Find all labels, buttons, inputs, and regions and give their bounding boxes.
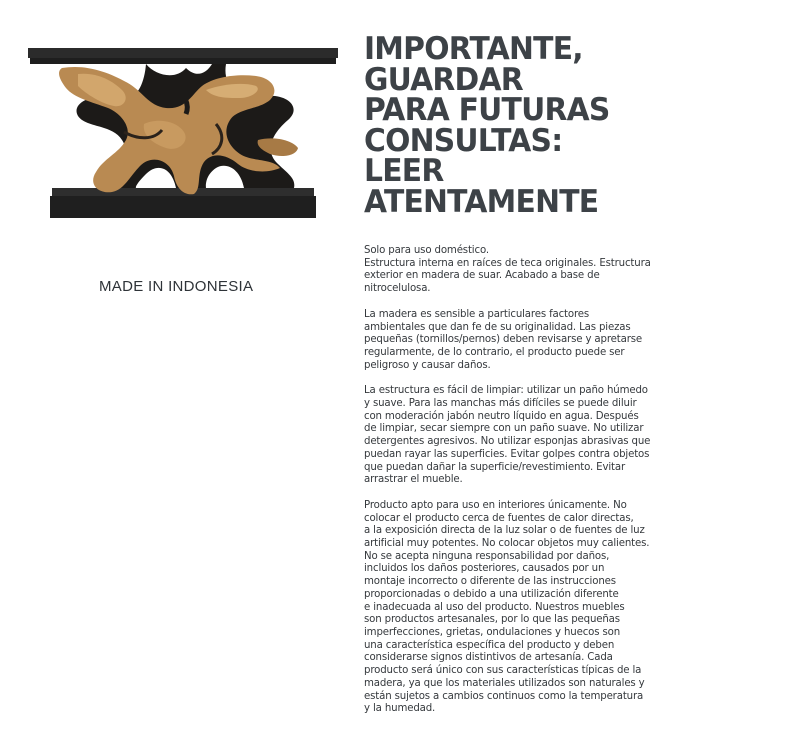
text-line: exterior en madera de suar. Acabado a base de xyxy=(364,270,600,282)
headline xyxy=(364,31,614,220)
text-line: artificial muy potentes. No colocar objetos muy calientes. xyxy=(364,538,650,550)
headline-line: GUARDAR xyxy=(364,61,523,98)
text-line: Producto apto para uso en interiores únicamente. No xyxy=(364,499,627,511)
text-line: nitrocelulosa. xyxy=(364,283,431,295)
text-line: están sujetos a cambios continuos como la temperatura xyxy=(364,690,644,702)
headline-line: LEER xyxy=(364,153,444,189)
paragraph-wood-care xyxy=(364,309,664,373)
made-in-label: MADE IN INDONESIA xyxy=(99,278,254,295)
paragraph-cleaning xyxy=(364,385,664,487)
text-line: colocar el producto cerca de fuentes de calor directas, xyxy=(364,512,634,524)
text-line: a la exposición directa de la luz solar o de fuentes de luz xyxy=(364,525,645,537)
text-line: proporcionadas o debido a una utilización diferente xyxy=(364,588,619,600)
text-line: con moderación jabón neutro líquido en agua. Después xyxy=(364,410,639,422)
text-line: La estructura es fácil de limpiar: utilizar un paño húmedo xyxy=(364,385,648,397)
text-line: ambientales que dan fe de su originalidad. Las piezas xyxy=(364,321,631,333)
text-line: Solo para uso doméstico. xyxy=(364,245,489,256)
paragraph-indoor-use xyxy=(364,500,664,716)
text-line: No se acepta ninguna responsabilidad por daños, xyxy=(364,550,610,562)
text-line: peligroso y causar daños. xyxy=(364,359,491,371)
text-line: La madera es sensible a particulares factores xyxy=(364,308,590,320)
text-line: y la humedad. xyxy=(364,703,436,715)
text-line: montaje incorrecto o diferente de las instrucciones xyxy=(364,576,616,588)
paragraph-usage xyxy=(364,245,664,296)
text-line: una característica específica del producto y deben xyxy=(364,639,615,651)
text-line: de limpiar, secar siempre con un paño suave. No utilizar xyxy=(364,423,644,435)
text-line: que puedan dañar la superficie/revestimiento. Evitar xyxy=(364,461,625,473)
text-line: pequeñas (tornillos/pernos) deben revisarse y apretarse xyxy=(364,334,643,346)
headline-line: IMPORTANTE, xyxy=(364,31,583,67)
headline-line: PARA FUTURAS xyxy=(364,92,610,128)
table-top xyxy=(28,48,338,58)
text-line: imperfecciones, grietas, ondulaciones y huecos son xyxy=(364,626,621,638)
text-line: incluidos los daños posteriores, causados por un xyxy=(364,563,605,575)
text-line: producto será único con sus características típicas de la xyxy=(364,665,642,677)
text-line: y suave. Para las manchas más difíciles se puede diluir xyxy=(364,398,637,410)
text-line: regularmente, de lo contrario, el producto puede ser xyxy=(364,346,625,358)
text-line: son productos artesanales, por lo que las pequeñas xyxy=(364,614,620,626)
instructions-body xyxy=(364,245,664,729)
text-line: detergentes agresivos. No utilizar esponjas abrasivas que xyxy=(364,436,651,448)
text-line: considerarse signos distintivos de artesanía. Cada xyxy=(364,652,613,664)
text-line: madera, ya que los materiales utilizados son naturales y xyxy=(364,677,645,689)
text-line: puedan rayar las superficies. Evitar golpes contra objetos xyxy=(364,448,650,460)
product-image xyxy=(26,28,342,228)
text-line: e inadecuada al uso del producto. Nuestros muebles xyxy=(364,601,625,613)
headline-line: ATENTAMENTE xyxy=(364,183,599,220)
text-line: Estructura interna en raíces de teca originales. Estructura xyxy=(364,257,651,269)
headline-line: CONSULTAS: xyxy=(364,122,563,159)
text-line: arrastrar el mueble. xyxy=(364,474,463,486)
